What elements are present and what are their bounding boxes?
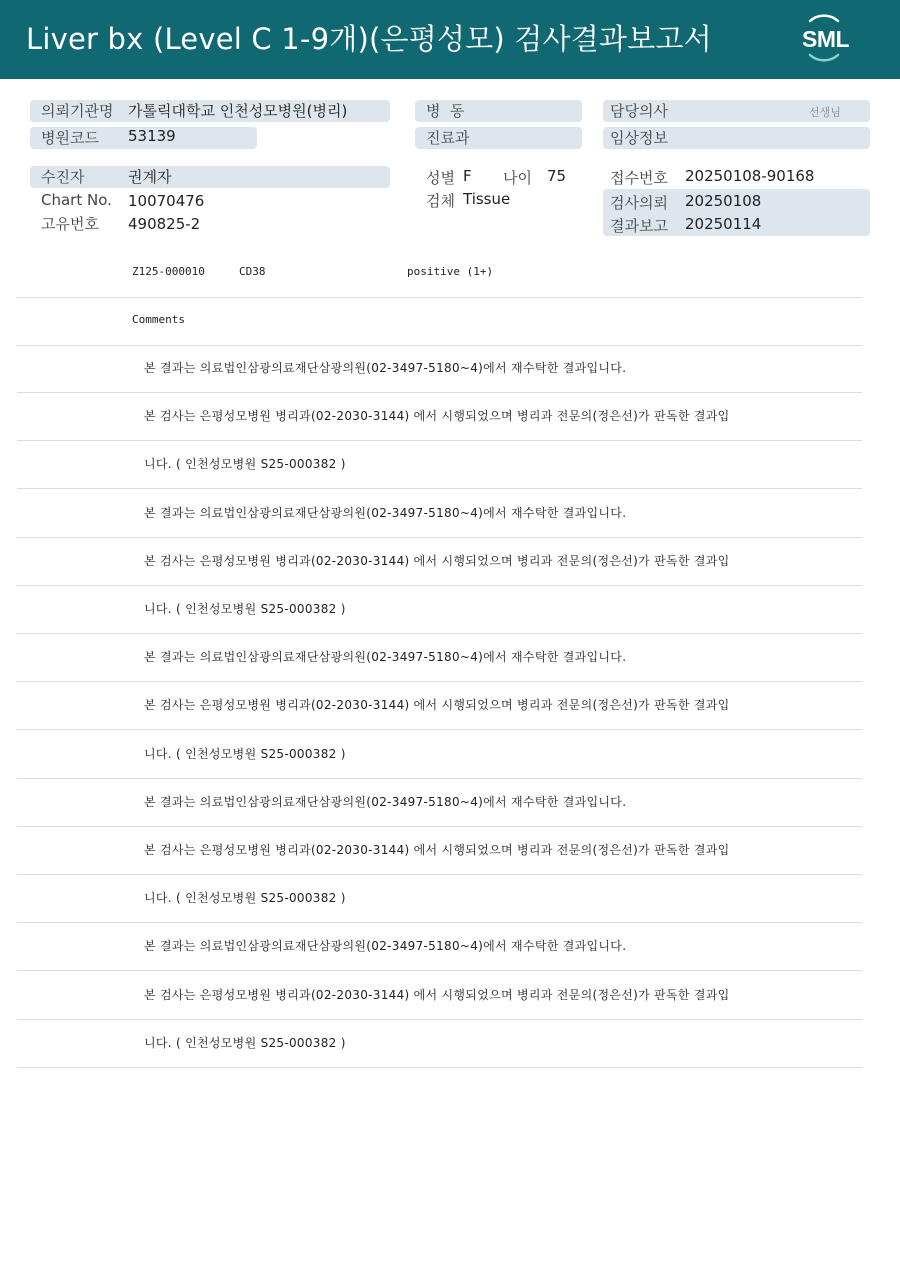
specimen-label: 검체 [426, 192, 455, 210]
age-label: 나이 [503, 169, 532, 187]
divider [17, 297, 862, 298]
clinical-info-label: 임상정보 [610, 129, 668, 147]
institution-label: 의뢰기관명 [41, 102, 114, 120]
logo-text: SML [802, 26, 850, 52]
divider [17, 1067, 862, 1068]
divider [17, 729, 862, 730]
request-date-value: 20250108 [685, 192, 762, 210]
report-date-label: 결과보고 [610, 217, 668, 235]
report-title: Liver bx (Level C 1-9개)(은평성모) 검사결과보고서 [26, 22, 712, 56]
divider [17, 1019, 862, 1020]
comments-label: Comments [132, 313, 185, 326]
result-code: Z125-000010 [132, 265, 205, 278]
ward-label: 병 동 [426, 102, 465, 120]
specimen-value: Tissue [463, 190, 511, 208]
chart-no-value: 10070476 [128, 192, 205, 210]
comment-line: 니다. ( 인천성모병원 S25-000382 ) [144, 1035, 346, 1050]
report-header [0, 0, 900, 79]
unique-no-label: 고유번호 [41, 215, 99, 233]
hospital-code-value: 53139 [128, 127, 176, 145]
comment-line: 본 검사는 은평성모병원 병리과(02-2030-3144) 에서 시행되었으며 병리과 전문의(정은선)가 판독한 결과입 [144, 409, 730, 424]
comment-line: 본 결과는 의료법인삼광의료재단삼광의원(02-3497-5180~4)에서 재수탁한 결과입니다. [144, 939, 627, 954]
divider [17, 633, 862, 634]
comment-line: 본 결과는 의료법인삼광의료재단삼광의원(02-3497-5180~4)에서 재수탁한 결과입니다. [144, 794, 627, 809]
comment-line: 니다. ( 인천성모병원 S25-000382 ) [144, 602, 346, 616]
comment-line: 본 결과는 의료법인삼광의료재단삼광의원(02-3497-5180~4)에서 재수탁한 결과입니다. [144, 361, 627, 375]
comment-line: 니다. ( 인천성모병원 S25-000382 ) [144, 891, 346, 906]
divider [17, 874, 862, 875]
receipt-no-value: 20250108-90168 [685, 167, 815, 185]
divider [17, 681, 862, 682]
comment-line: 본 검사는 은평성모병원 병리과(02-2030-3144) 에서 시행되었으며 병리과 전문의(정은선)가 판독한 결과입 [144, 843, 730, 857]
sex-value: F [463, 167, 472, 185]
divider [17, 826, 862, 827]
request-date-label: 검사의뢰 [610, 194, 668, 212]
doctor-label: 담당의사 [610, 102, 668, 120]
unique-no-value: 490825-2 [128, 215, 201, 233]
receipt-no-label: 접수번호 [610, 169, 668, 187]
divider [17, 345, 862, 346]
department-label: 진료과 [426, 129, 470, 147]
comment-line: 본 검사는 은평성모병원 병리과(02-2030-3144) 에서 시행되었으며 병리과 전문의(정은선)가 판독한 결과입 [144, 553, 730, 568]
divider [17, 392, 862, 393]
result-test: CD38 [239, 265, 266, 278]
sml-logo [796, 13, 856, 65]
institution-value: 가톨릭대학교 인천성모병원(병리) [128, 102, 348, 120]
divider [17, 778, 862, 779]
divider [17, 585, 862, 586]
divider [17, 488, 862, 489]
divider [17, 922, 862, 923]
chart-no-label: Chart No. [41, 191, 112, 209]
divider [17, 440, 862, 441]
age-value: 75 [547, 167, 567, 185]
divider [17, 537, 862, 538]
result-value: positive (1+) [407, 265, 494, 278]
comment-line: 본 결과는 의료법인삼광의료재단삼광의원(02-3497-5180~4)에서 재수탁한 결과입니다. [144, 505, 627, 520]
comment-line: 니다. ( 인천성모병원 S25-000382 ) [144, 457, 346, 472]
doctor-suffix: 선생님 [809, 106, 841, 119]
hospital-code-label: 병원코드 [41, 129, 99, 147]
patient-label: 수진자 [41, 168, 85, 186]
comment-line: 니다. ( 인천성모병원 S25-000382 ) [144, 746, 346, 761]
sex-label: 성별 [426, 169, 455, 187]
comment-line: 본 검사는 은평성모병원 병리과(02-2030-3144) 에서 시행되었으며 병리과 전문의(정은선)가 판독한 결과입 [144, 987, 730, 1002]
comment-line: 본 검사는 은평성모병원 병리과(02-2030-3144) 에서 시행되었으며 병리과 전문의(정은선)가 판독한 결과입 [144, 698, 730, 713]
comment-line: 본 결과는 의료법인삼광의료재단삼광의원(02-3497-5180~4)에서 재수탁한 결과입니다. [144, 650, 627, 665]
divider [17, 970, 862, 971]
report-date-value: 20250114 [685, 215, 762, 233]
patient-value: 권계자 [128, 168, 172, 186]
